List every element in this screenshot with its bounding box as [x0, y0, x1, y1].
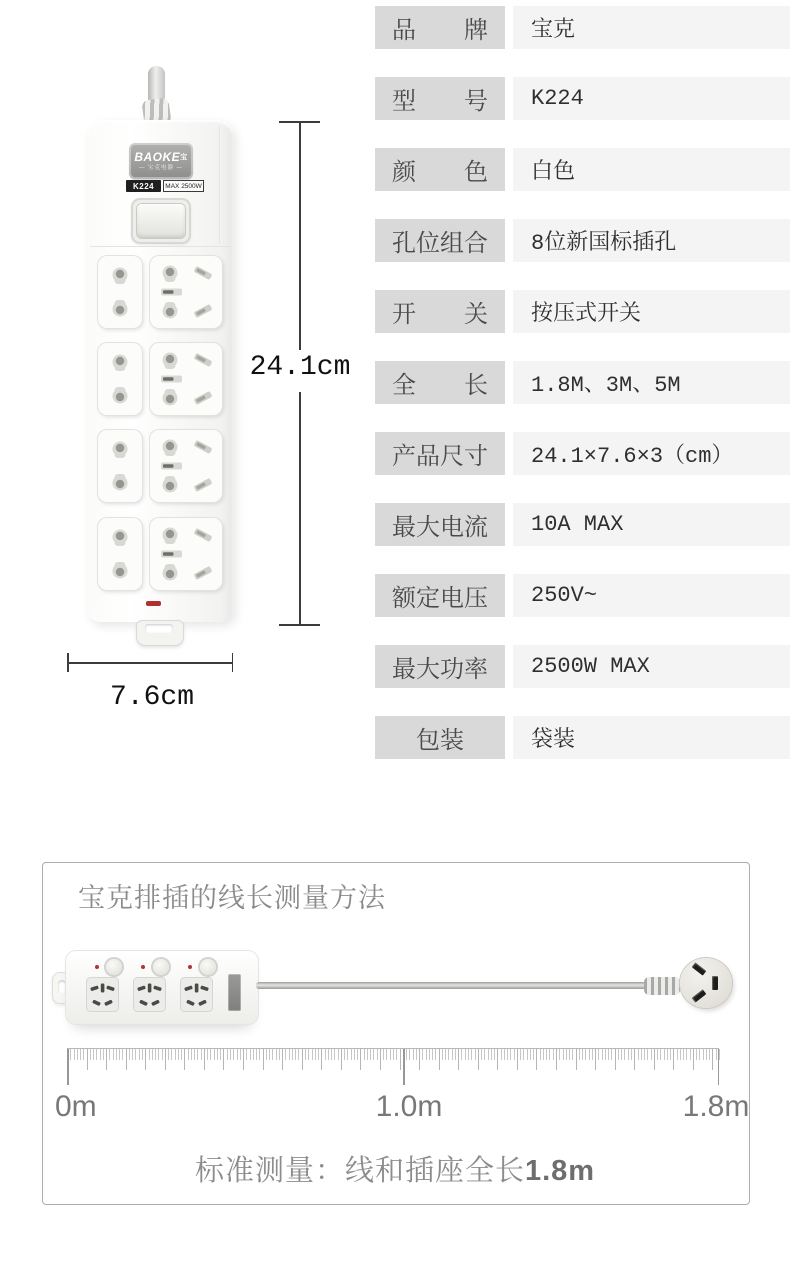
spec-value: 24.1×7.6×3（cm） — [513, 432, 790, 475]
spec-value: 1.8M、3M、5M — [513, 361, 790, 404]
spec-value: 250V~ — [513, 574, 790, 617]
spec-label: 颜 色 — [375, 148, 505, 191]
spec-table-row — [0, 290, 790, 333]
spec-label: 包装 — [375, 716, 505, 759]
brand-logo-text: $BAOKE^宝$ — [134, 149, 188, 164]
plug-pin — [712, 976, 718, 990]
brand-logo-subtext: — 宝克电器 — — [138, 164, 184, 171]
ruler-label-1-8m: 1.8m — [682, 1090, 750, 1123]
spec-table-row — [0, 503, 790, 546]
measuring-ruler — [67, 1048, 719, 1089]
spec-table-row — [0, 148, 790, 191]
strip-switch — [200, 959, 216, 975]
power-rating-tag: MAX 2500W — [163, 180, 204, 192]
spec-label: 品 牌 — [375, 6, 505, 49]
spec-label: 额定电压 — [375, 574, 505, 617]
spec-value: 2500W MAX — [513, 645, 790, 688]
spec-table-row — [0, 219, 790, 262]
spec-value: 宝克 — [513, 6, 790, 49]
hook-hole — [58, 980, 66, 994]
five-hole-socket-mini — [86, 977, 119, 1012]
spec-table-row — [0, 361, 790, 404]
model-tag: K224 — [126, 180, 161, 192]
indicator-led — [141, 965, 145, 969]
spec-label: 型 号 — [375, 77, 505, 120]
hanging-tab — [136, 620, 184, 646]
measurement-caption-text: 标准测量：线和插座全长 — [194, 1155, 525, 1187]
spec-table-row — [0, 645, 790, 688]
measurement-box-title: 宝克排插的线长测量方法 — [78, 883, 386, 913]
spec-label: 最大电流 — [375, 503, 505, 546]
five-hole-socket-mini — [133, 977, 166, 1012]
indicator-led — [95, 965, 99, 969]
height-dimension-cap-top — [279, 121, 320, 123]
spec-table-row — [0, 574, 790, 617]
measurement-caption — [42, 1148, 748, 1189]
plug-strain-relief — [644, 977, 680, 995]
power-plug — [680, 958, 732, 1008]
height-dimension-label: 24.1cm — [249, 352, 351, 383]
power-cord — [256, 982, 646, 989]
spec-value: 按压式开关 — [513, 290, 790, 333]
spec-label: 开 关 — [375, 290, 505, 333]
spec-table-row — [0, 77, 790, 120]
indicator-led — [188, 965, 192, 969]
width-dimension-label: 7.6cm — [109, 682, 194, 713]
spec-table-row — [0, 716, 790, 759]
height-dimension-cap-bottom — [279, 624, 320, 626]
spec-value: 10A MAX — [513, 503, 790, 546]
strip-switch — [153, 959, 169, 975]
spec-label: 最大功率 — [375, 645, 505, 688]
ruler-label-0m: 0m — [55, 1090, 97, 1123]
spec-value: K224 — [513, 77, 790, 120]
brand-badge-side — [228, 974, 241, 1011]
spec-value: 白色 — [513, 148, 790, 191]
spec-label: 产品尺寸 — [375, 432, 505, 475]
measurement-caption-value: 1.8m — [524, 1155, 596, 1187]
strip-switch — [106, 959, 122, 975]
ruler-label-1m: 1.0m — [375, 1090, 443, 1123]
spec-label: 全 长 — [375, 361, 505, 404]
spec-table-row — [0, 432, 790, 475]
five-hole-socket-mini — [180, 977, 213, 1012]
spec-label: 孔位组合 — [375, 219, 505, 262]
spec-table-row — [0, 6, 790, 49]
spec-value: 8位新国标插孔 — [513, 219, 790, 262]
spec-value: 袋装 — [513, 716, 790, 759]
hanging-tab-slot — [145, 624, 173, 633]
